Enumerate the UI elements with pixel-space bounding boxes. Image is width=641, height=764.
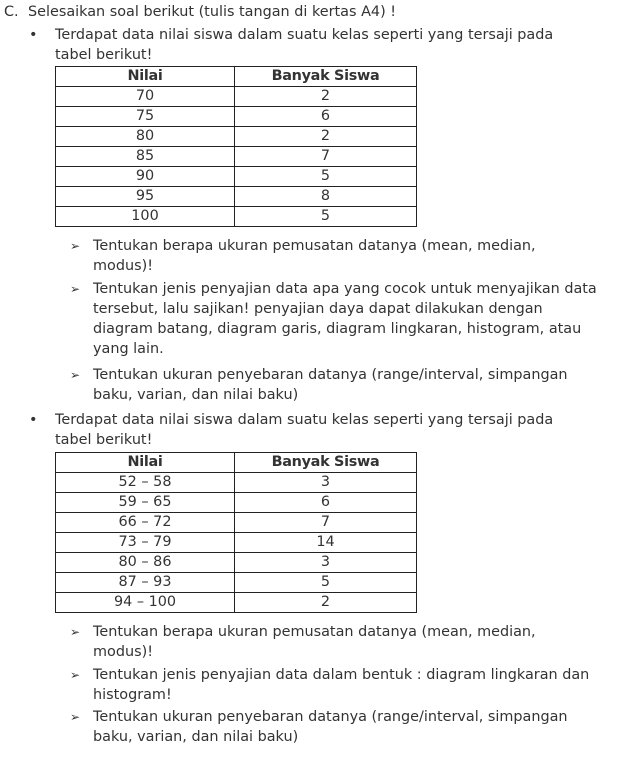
arrow-bullet-icon: ➢ — [70, 239, 81, 253]
cell-nilai: 66 – 72 — [56, 513, 235, 533]
cell-banyak-siswa: 5 — [235, 573, 417, 593]
arrow-bullet-icon: ➢ — [70, 625, 81, 639]
cell-banyak-siswa: 7 — [235, 513, 417, 533]
table-row — [56, 107, 417, 127]
header-nilai: Nilai — [56, 67, 235, 87]
cell-banyak-siswa: 2 — [235, 127, 417, 147]
table-row — [56, 513, 417, 533]
table-row — [56, 473, 417, 493]
header-nilai: Nilai — [56, 453, 235, 473]
cell-nilai: 59 – 65 — [56, 493, 235, 513]
cell-nilai: 85 — [56, 147, 235, 167]
cell-banyak-siswa: 6 — [235, 493, 417, 513]
cell-nilai: 90 — [56, 167, 235, 187]
cell-nilai: 75 — [56, 107, 235, 127]
task-text: Tentukan berapa ukuran pemusatan datanya (mean, median, modus)! — [93, 624, 536, 660]
cell-nilai: 100 — [56, 207, 235, 227]
cell-nilai: 73 – 79 — [56, 533, 235, 553]
cell-nilai: 87 – 93 — [56, 573, 235, 593]
table-row — [56, 493, 417, 513]
cell-nilai: 95 — [56, 187, 235, 207]
question-1-table — [55, 66, 417, 227]
cell-banyak-siswa: 14 — [235, 533, 417, 553]
cell-nilai: 94 – 100 — [56, 593, 235, 613]
cell-nilai: 52 – 58 — [56, 473, 235, 493]
table-header-row — [56, 453, 417, 473]
table-row — [56, 573, 417, 593]
question-1-intro: Terdapat data nilai siswa dalam suatu kelas seperti yang tersaji pada tabel berikut! — [55, 27, 554, 63]
task-text: Tentukan jenis penyajian data dalam bentuk : diagram lingkaran dan histogram! — [93, 667, 590, 703]
section-heading — [4, 2, 396, 22]
cell-banyak-siswa: 2 — [235, 593, 417, 613]
arrow-bullet-icon: ➢ — [70, 282, 81, 296]
table-row — [56, 593, 417, 613]
task-text: Tentukan jenis penyajian data apa yang cocok untuk menyajikan data tersebut, lalu sajikan! penyajian daya dapat dilakukan dengan diagram batang, diagram garis, diagram lingkaran, histogram, atau yang lain. — [93, 281, 597, 357]
table-row — [56, 147, 417, 167]
cell-banyak-siswa: 2 — [235, 87, 417, 107]
cell-banyak-siswa: 3 — [235, 473, 417, 493]
table-header-row — [56, 67, 417, 87]
cell-banyak-siswa: 6 — [235, 107, 417, 127]
table-row — [56, 207, 417, 227]
cell-banyak-siswa: 5 — [235, 167, 417, 187]
task-text: Tentukan ukuran penyebaran datanya (range/interval, simpangan baku, varian, dan nilai baku) — [93, 367, 568, 403]
task-text: Tentukan ukuran penyebaran datanya (range/interval, simpangan baku, varian, dan nilai baku) — [93, 709, 568, 745]
question-2-intro: Terdapat data nilai siswa dalam suatu kelas seperti yang tersaji pada tabel berikut! — [55, 412, 554, 448]
bullet-2: • — [29, 412, 38, 428]
section-label: C. — [4, 4, 19, 20]
table-row — [56, 187, 417, 207]
table-row — [56, 87, 417, 107]
header-banyak-siswa: Banyak Siswa — [235, 453, 417, 473]
table-row — [56, 533, 417, 553]
arrow-bullet-icon: ➢ — [70, 368, 81, 382]
section-instruction: Selesaikan soal berikut (tulis tangan di kertas A4) ! — [28, 4, 397, 20]
cell-banyak-siswa: 8 — [235, 187, 417, 207]
arrow-bullet-icon: ➢ — [70, 710, 81, 724]
table-row — [56, 167, 417, 187]
cell-nilai: 70 — [56, 87, 235, 107]
task-text: Tentukan berapa ukuran pemusatan datanya (mean, median, modus)! — [93, 238, 536, 274]
question-2-table — [55, 452, 417, 613]
table-row — [56, 127, 417, 147]
table-row — [56, 553, 417, 573]
header-banyak-siswa: Banyak Siswa — [235, 67, 417, 87]
bullet-1: • — [29, 27, 38, 43]
cell-banyak-siswa: 7 — [235, 147, 417, 167]
cell-banyak-siswa: 3 — [235, 553, 417, 573]
cell-banyak-siswa: 5 — [235, 207, 417, 227]
cell-nilai: 80 — [56, 127, 235, 147]
cell-nilai: 80 – 86 — [56, 553, 235, 573]
arrow-bullet-icon: ➢ — [70, 668, 81, 682]
